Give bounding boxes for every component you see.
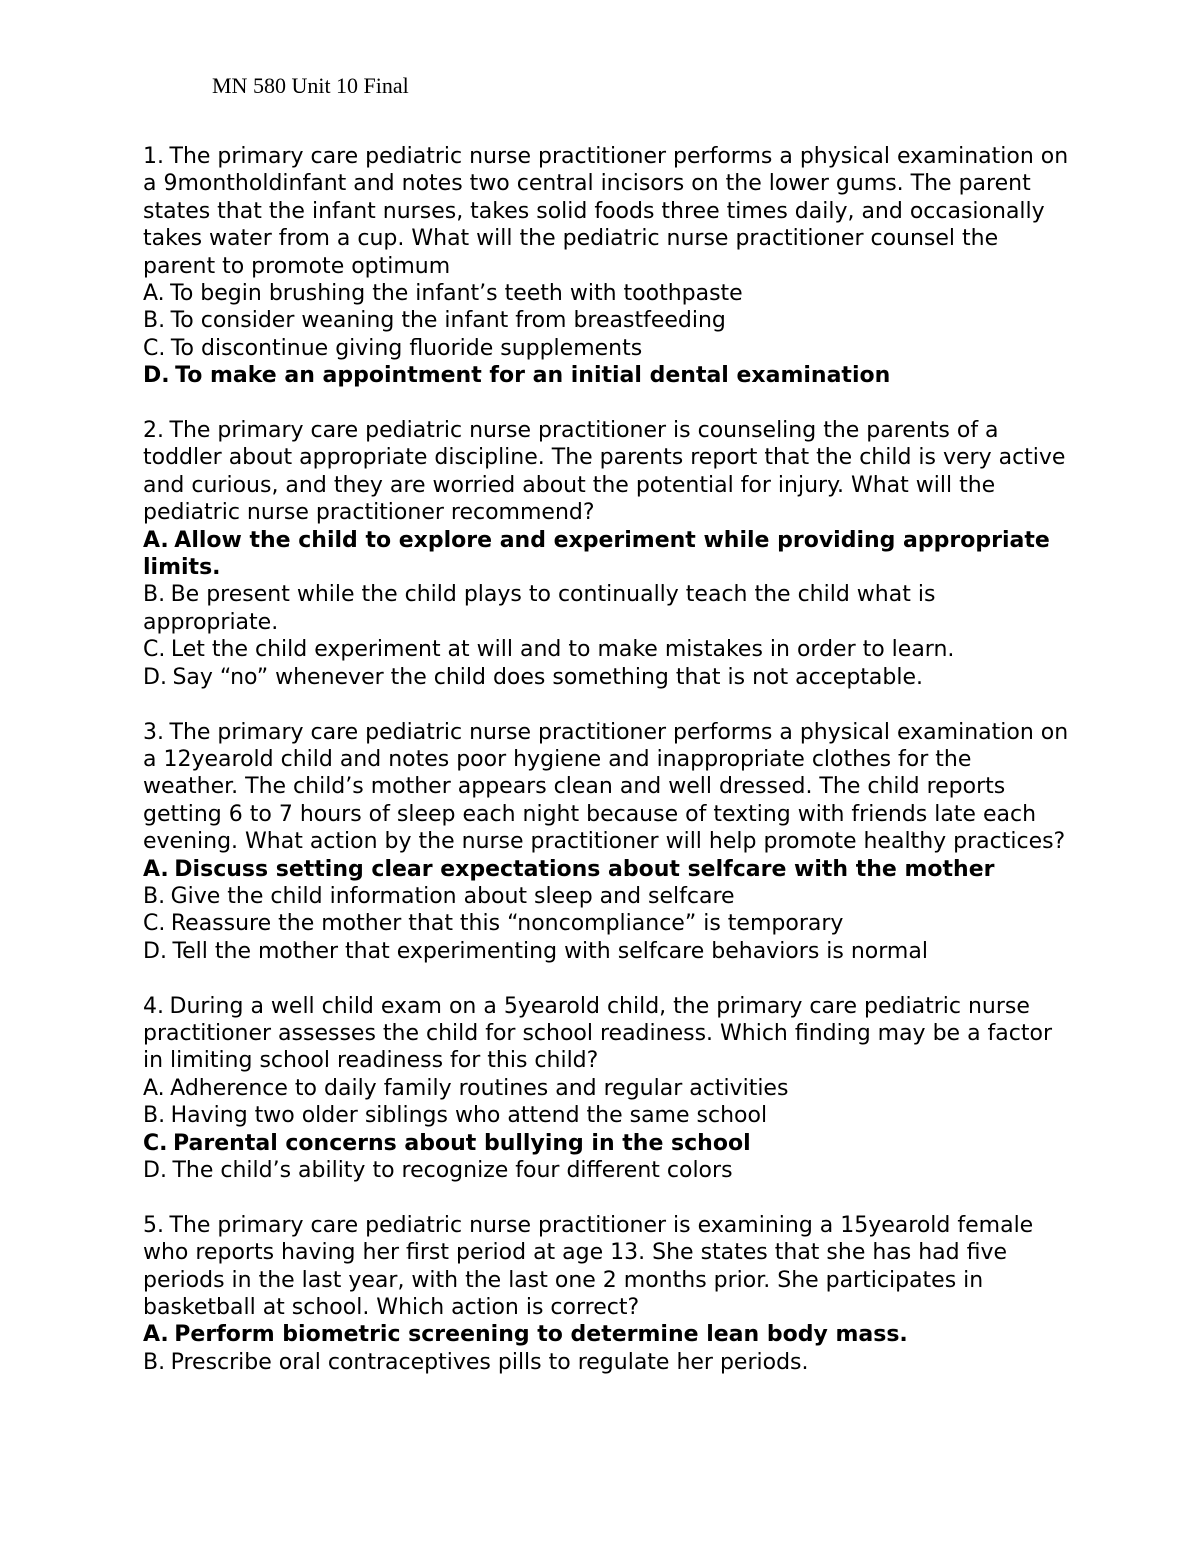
question-list [143, 143, 1073, 1404]
option-label: C. [143, 1130, 168, 1156]
option-text: Adherence to daily family routines and regular activities [170, 1075, 789, 1101]
option-text: To begin brushing the infant’s teeth with toothpaste [170, 281, 743, 307]
question-number: 1. [143, 144, 164, 169]
question-5 [143, 1212, 1073, 1376]
question-text: The primary care pediatric nurse practitioner performs a physical examination on a 12yearold child and notes poor hygiene and inappropriate clothes for the weather. The child’s mother appears clean and well dressed. The child reports getting 6 to 7 hours of sleep each night because of texting with friends late each evening. What action by the nurse practitioner will help promote healthy practices? [143, 719, 1069, 855]
option-label: C. [143, 637, 166, 663]
option-label: B. [143, 1349, 166, 1375]
question-4 [143, 993, 1073, 1185]
answer-option [143, 335, 1073, 362]
option-text: Parental concerns about bullying in the school [173, 1130, 751, 1156]
option-label: A. [143, 281, 165, 307]
answer-option [143, 1102, 1073, 1129]
question-stem [143, 719, 1073, 856]
option-text: Having two older siblings who attend the same school [170, 1103, 768, 1129]
answer-option [143, 636, 1073, 663]
question-number: 4. [143, 993, 164, 1019]
option-label: D. [143, 363, 170, 389]
option-label: D. [143, 664, 167, 690]
answer-option [143, 664, 1073, 691]
question-text: The primary care pediatric nurse practitioner is counseling the parents of a toddler about appropriate discipline. The parents report that the child is very active and curious, and they are worried about the potential for injury. What will the pediatric nurse practitioner recommend? [143, 418, 1066, 526]
option-text: Perform biometric screening to determine lean body mass. [174, 1322, 908, 1348]
answer-option [143, 1349, 1073, 1376]
option-text: Discuss setting clear expectations about selfcare with the mother [174, 856, 995, 882]
option-text: Be present while the child plays to continually teach the child what is appropriate. [143, 582, 936, 635]
option-text: To consider weaning the infant from breastfeeding [170, 308, 726, 334]
option-text: Allow the child to explore and experiment while providing appropriate limits. [143, 527, 1050, 581]
question-text: The primary care pediatric nurse practitioner performs a physical examination on a 9montholdinfant and notes two central incisors on the lower gums. The parent states that the infant nurses, takes solid foods three times daily, and occasionally takes water from a cup. What will the pediatric nurse practitioner counsel the parent to promote optimum [143, 144, 1069, 279]
option-text: Say “no” whenever the child does something that is not acceptable. [172, 664, 923, 690]
answer-option [143, 910, 1073, 937]
option-label: C. [143, 335, 166, 361]
option-text: To make an appointment for an initial dental examination [175, 363, 891, 389]
option-label: B. [143, 883, 166, 909]
question-2 [143, 417, 1073, 691]
question-number: 2. [143, 418, 164, 444]
correct-answer-option [143, 362, 1073, 389]
correct-answer-option [143, 856, 1073, 883]
question-stem [143, 143, 1073, 280]
answer-option [143, 938, 1073, 965]
option-text: The child’s ability to recognize four different colors [172, 1157, 733, 1183]
question-text: The primary care pediatric nurse practitioner is examining a 15yearold female who reports having her first period at age 13. She states that she has had five periods in the last year, with the last one 2 months prior. She participates in basketball at school. Which action is correct? [143, 1212, 1034, 1320]
option-label: C. [143, 911, 166, 937]
option-text: Tell the mother that experimenting with selfcare behaviors is normal [172, 938, 928, 964]
option-label: A. [143, 527, 169, 553]
correct-answer-option [143, 527, 1073, 582]
question-3 [143, 719, 1073, 966]
option-label: D. [143, 938, 167, 964]
answer-option [143, 1157, 1073, 1184]
correct-answer-option [143, 1321, 1073, 1348]
option-label: B. [143, 308, 166, 334]
option-text: Give the child information about sleep and selfcare [170, 883, 735, 909]
question-stem [143, 1212, 1073, 1322]
option-text: Prescribe oral contraceptives pills to regulate her periods. [170, 1349, 809, 1375]
question-1 [143, 143, 1073, 390]
option-text: Reassure the mother that this “noncompliance” is temporary [170, 911, 844, 937]
option-label: B. [143, 582, 166, 608]
option-text: To discontinue giving fluoride supplements [170, 335, 643, 361]
correct-answer-option [143, 1130, 1073, 1157]
option-text: Let the child experiment at will and to make mistakes in order to learn. [170, 637, 955, 663]
page-title: MN 580 Unit 10 Final [212, 73, 409, 98]
answer-option [143, 883, 1073, 910]
question-stem [143, 993, 1073, 1075]
option-label: A. [143, 856, 169, 882]
question-number: 5. [143, 1212, 164, 1238]
answer-option [143, 280, 1073, 307]
answer-option [143, 1075, 1073, 1102]
option-label: D. [143, 1157, 167, 1183]
option-label: B. [143, 1103, 166, 1129]
question-number: 3. [143, 719, 164, 745]
question-stem [143, 417, 1073, 527]
answer-option [143, 307, 1073, 334]
option-label: A. [143, 1075, 165, 1101]
answer-option [143, 581, 1073, 636]
option-label: A. [143, 1322, 169, 1348]
question-text: During a well child exam on a 5yearold child, the primary care pediatric nurse practitioner assesses the child for school readiness. Which finding may be a factor in limiting school readiness for this child? [143, 993, 1052, 1074]
